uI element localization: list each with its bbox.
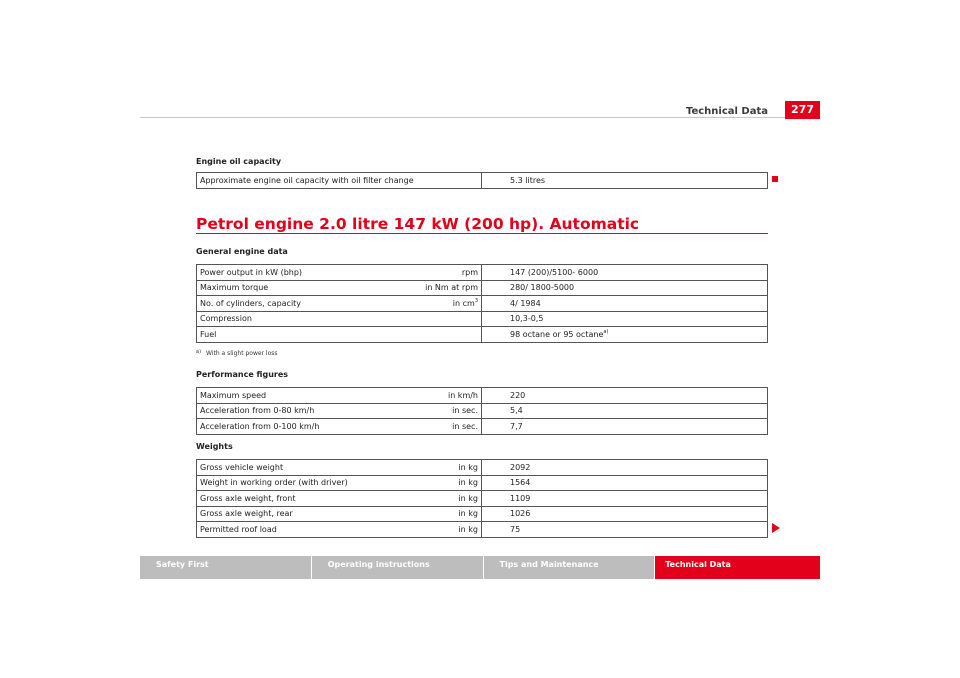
row-label: No. of cylinders, capacity [197, 296, 384, 312]
row-unit: in sec. [384, 419, 482, 435]
oil-value: 5.3 litres [510, 175, 546, 185]
row-label: Gross vehicle weight [197, 460, 384, 476]
row-value: 220 [482, 388, 768, 404]
row-value: 1109 [482, 491, 768, 507]
row-label: Maximum speed [197, 388, 384, 404]
row-label: Gross axle weight, front [197, 491, 384, 507]
row-unit: in kg [384, 522, 482, 538]
row-unit: rpm [384, 265, 482, 281]
footnote-text: With a slight power loss [206, 350, 278, 357]
row-value: 5,4 [482, 403, 768, 419]
row-value: 147 (200)/5100- 6000 [482, 265, 768, 281]
unit-text: in cm [452, 299, 475, 309]
row-value: 1026 [482, 506, 768, 522]
row-label: Acceleration from 0-80 km/h [197, 403, 384, 419]
row-value: 1564 [482, 475, 768, 491]
oil-heading: Engine oil capacity [196, 157, 282, 166]
table-row [197, 475, 768, 491]
footer-nav [140, 556, 820, 579]
footnote [196, 349, 278, 357]
row-label: Gross axle weight, rear [197, 506, 384, 522]
table-row [197, 265, 768, 281]
weights-table [196, 459, 768, 538]
row-value: 7,7 [510, 421, 523, 431]
row-unit [384, 296, 482, 312]
row-unit: in km/h [384, 388, 482, 404]
row-label: Maximum torque [197, 280, 384, 296]
row-label: Weight in working order (with driver) [197, 475, 384, 491]
table-row [197, 506, 768, 522]
header-title: Technical Data [685, 106, 768, 117]
row-value: 4/ 1984 [482, 296, 768, 312]
header-rule [140, 117, 820, 118]
value-text: 98 octane or 95 octane [510, 330, 604, 340]
table-row [197, 173, 768, 189]
row-unit: in kg [384, 491, 482, 507]
footnote-reference: a) [603, 329, 609, 336]
table-row [197, 296, 768, 312]
tab-operating-instructions[interactable]: Operating instructions [312, 556, 484, 579]
tab-tips-and-maintenance[interactable]: Tips and Maintenance [484, 556, 656, 579]
table-row [197, 522, 768, 538]
continued-arrow-icon [772, 523, 780, 533]
oil-label: Approximate engine oil capacity with oil filter change [197, 173, 482, 189]
row-value: 75 [510, 524, 521, 534]
tab-safety-first[interactable]: Safety First [140, 556, 312, 579]
footnote-mark: a) [196, 349, 202, 355]
section-title: Petrol engine 2.0 litre 147 kW (200 hp). Automatic [196, 215, 640, 233]
row-label: Acceleration from 0-100 km/h [200, 421, 320, 431]
row-unit: in kg [384, 460, 482, 476]
row-label: Permitted roof load [200, 524, 277, 534]
title-rule [196, 233, 768, 234]
general-heading: General engine data [196, 247, 288, 256]
row-value: 280/ 1800-5000 [482, 280, 768, 296]
performance-table [196, 387, 768, 435]
table-row [197, 403, 768, 419]
end-of-section-square-icon [772, 176, 778, 182]
weights-heading: Weights [196, 442, 233, 451]
table-row [197, 280, 768, 296]
row-label: Power output in kW (bhp) [197, 265, 384, 281]
table-row [197, 419, 768, 435]
row-unit: in Nm at rpm [384, 280, 482, 296]
table-row [197, 388, 768, 404]
row-label: Fuel [200, 329, 217, 339]
table-row [197, 491, 768, 507]
row-unit: in kg [384, 475, 482, 491]
table-row [197, 311, 768, 327]
row-value: 10,3-0,5 [482, 311, 768, 327]
row-unit: in sec. [384, 403, 482, 419]
row-label: Compression [197, 311, 384, 327]
row-value: 2092 [482, 460, 768, 476]
unit-superscript: 3 [474, 298, 478, 305]
page-number: 277 [785, 101, 820, 119]
oil-table [196, 172, 768, 189]
general-table [196, 264, 768, 343]
table-row [197, 460, 768, 476]
row-unit [384, 327, 482, 343]
tab-technical-data[interactable]: Technical Data [655, 556, 820, 579]
performance-heading: Performance figures [196, 370, 289, 379]
row-unit [384, 311, 482, 327]
row-unit: in kg [384, 506, 482, 522]
row-value [482, 327, 768, 343]
table-row [197, 327, 768, 343]
